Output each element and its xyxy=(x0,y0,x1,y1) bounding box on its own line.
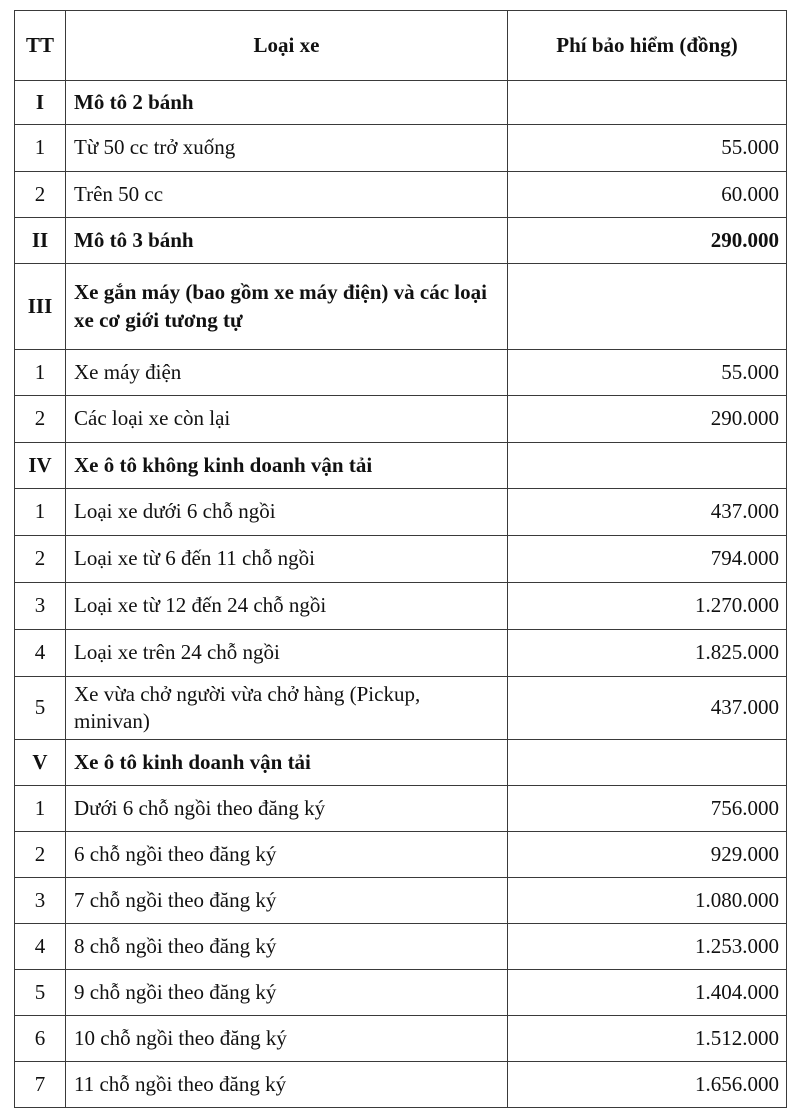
row-vehicle-type: 10 chỗ ngồi theo đăng ký xyxy=(66,1016,508,1062)
row-fee: 1.080.000 xyxy=(508,878,787,924)
insurance-fee-table xyxy=(14,10,787,1108)
section-row xyxy=(15,264,787,350)
row-tt: 2 xyxy=(15,172,66,218)
table-row xyxy=(15,172,787,218)
table-row xyxy=(15,396,787,443)
table-header-row xyxy=(15,11,787,81)
row-tt: 4 xyxy=(15,924,66,970)
row-tt: 4 xyxy=(15,630,66,677)
row-vehicle-type: Loại xe dưới 6 chỗ ngồi xyxy=(66,489,508,536)
table-body xyxy=(15,11,787,1108)
row-tt: V xyxy=(15,740,66,786)
row-fee: 60.000 xyxy=(508,172,787,218)
row-vehicle-type: 7 chỗ ngồi theo đăng ký xyxy=(66,878,508,924)
row-tt: 5 xyxy=(15,970,66,1016)
row-fee: 1.404.000 xyxy=(508,970,787,1016)
row-tt: 1 xyxy=(15,786,66,832)
row-vehicle-type: 11 chỗ ngồi theo đăng ký xyxy=(66,1062,508,1108)
row-vehicle-type: 9 chỗ ngồi theo đăng ký xyxy=(66,970,508,1016)
row-tt: 3 xyxy=(15,878,66,924)
row-vehicle-type: Loại xe từ 6 đến 11 chỗ ngồi xyxy=(66,536,508,583)
row-vehicle-type: Các loại xe còn lại xyxy=(66,396,508,443)
row-vehicle-type: Mô tô 3 bánh xyxy=(66,218,508,264)
row-fee xyxy=(508,81,787,125)
row-tt: II xyxy=(15,218,66,264)
row-fee: 1.512.000 xyxy=(508,1016,787,1062)
table-row xyxy=(15,924,787,970)
row-fee: 1.825.000 xyxy=(508,630,787,677)
row-vehicle-type: Loại xe từ 12 đến 24 chỗ ngồi xyxy=(66,583,508,630)
header-fee: Phí bảo hiểm (đồng) xyxy=(508,11,787,81)
insurance-fee-sheet xyxy=(14,10,786,1108)
row-tt: IV xyxy=(15,443,66,489)
row-vehicle-type: Mô tô 2 bánh xyxy=(66,81,508,125)
row-vehicle-type: 8 chỗ ngồi theo đăng ký xyxy=(66,924,508,970)
row-tt: 2 xyxy=(15,536,66,583)
row-tt: 2 xyxy=(15,396,66,443)
table-row xyxy=(15,970,787,1016)
table-row xyxy=(15,1062,787,1108)
row-fee: 55.000 xyxy=(508,125,787,172)
row-tt: 2 xyxy=(15,832,66,878)
row-tt: 1 xyxy=(15,489,66,536)
row-fee: 437.000 xyxy=(508,677,787,740)
row-tt: 1 xyxy=(15,350,66,396)
table-row xyxy=(15,630,787,677)
row-fee: 55.000 xyxy=(508,350,787,396)
table-row xyxy=(15,350,787,396)
table-row xyxy=(15,489,787,536)
row-fee: 437.000 xyxy=(508,489,787,536)
row-vehicle-type: Loại xe trên 24 chỗ ngồi xyxy=(66,630,508,677)
row-vehicle-type: Xe máy điện xyxy=(66,350,508,396)
row-vehicle-type: Từ 50 cc trở xuống xyxy=(66,125,508,172)
table-row xyxy=(15,536,787,583)
header-vehicle-type: Loại xe xyxy=(66,11,508,81)
row-vehicle-type: Xe vừa chở người vừa chở hàng (Pickup, minivan) xyxy=(66,677,508,740)
section-row xyxy=(15,81,787,125)
row-tt: I xyxy=(15,81,66,125)
row-fee: 1.253.000 xyxy=(508,924,787,970)
row-vehicle-type: Trên 50 cc xyxy=(66,172,508,218)
row-fee: 290.000 xyxy=(508,218,787,264)
row-fee: 929.000 xyxy=(508,832,787,878)
row-tt: 5 xyxy=(15,677,66,740)
row-fee xyxy=(508,443,787,489)
table-row xyxy=(15,125,787,172)
table-row xyxy=(15,583,787,630)
table-row xyxy=(15,832,787,878)
table-row xyxy=(15,786,787,832)
row-fee: 756.000 xyxy=(508,786,787,832)
row-fee: 290.000 xyxy=(508,396,787,443)
row-tt: III xyxy=(15,264,66,350)
row-tt: 1 xyxy=(15,125,66,172)
row-vehicle-type: Xe ô tô kinh doanh vận tải xyxy=(66,740,508,786)
row-tt: 3 xyxy=(15,583,66,630)
section-row xyxy=(15,218,787,264)
row-tt: 6 xyxy=(15,1016,66,1062)
table-row xyxy=(15,1016,787,1062)
row-fee xyxy=(508,740,787,786)
row-fee xyxy=(508,264,787,350)
section-row xyxy=(15,740,787,786)
row-fee: 794.000 xyxy=(508,536,787,583)
row-fee: 1.656.000 xyxy=(508,1062,787,1108)
row-vehicle-type: Xe gắn máy (bao gồm xe máy điện) và các loại xe cơ giới tương tự xyxy=(66,264,508,350)
row-vehicle-type: 6 chỗ ngồi theo đăng ký xyxy=(66,832,508,878)
section-row xyxy=(15,443,787,489)
table-row xyxy=(15,878,787,924)
table-row xyxy=(15,677,787,740)
header-tt: TT xyxy=(15,11,66,81)
row-fee: 1.270.000 xyxy=(508,583,787,630)
row-vehicle-type: Dưới 6 chỗ ngồi theo đăng ký xyxy=(66,786,508,832)
row-vehicle-type: Xe ô tô không kinh doanh vận tải xyxy=(66,443,508,489)
row-tt: 7 xyxy=(15,1062,66,1108)
